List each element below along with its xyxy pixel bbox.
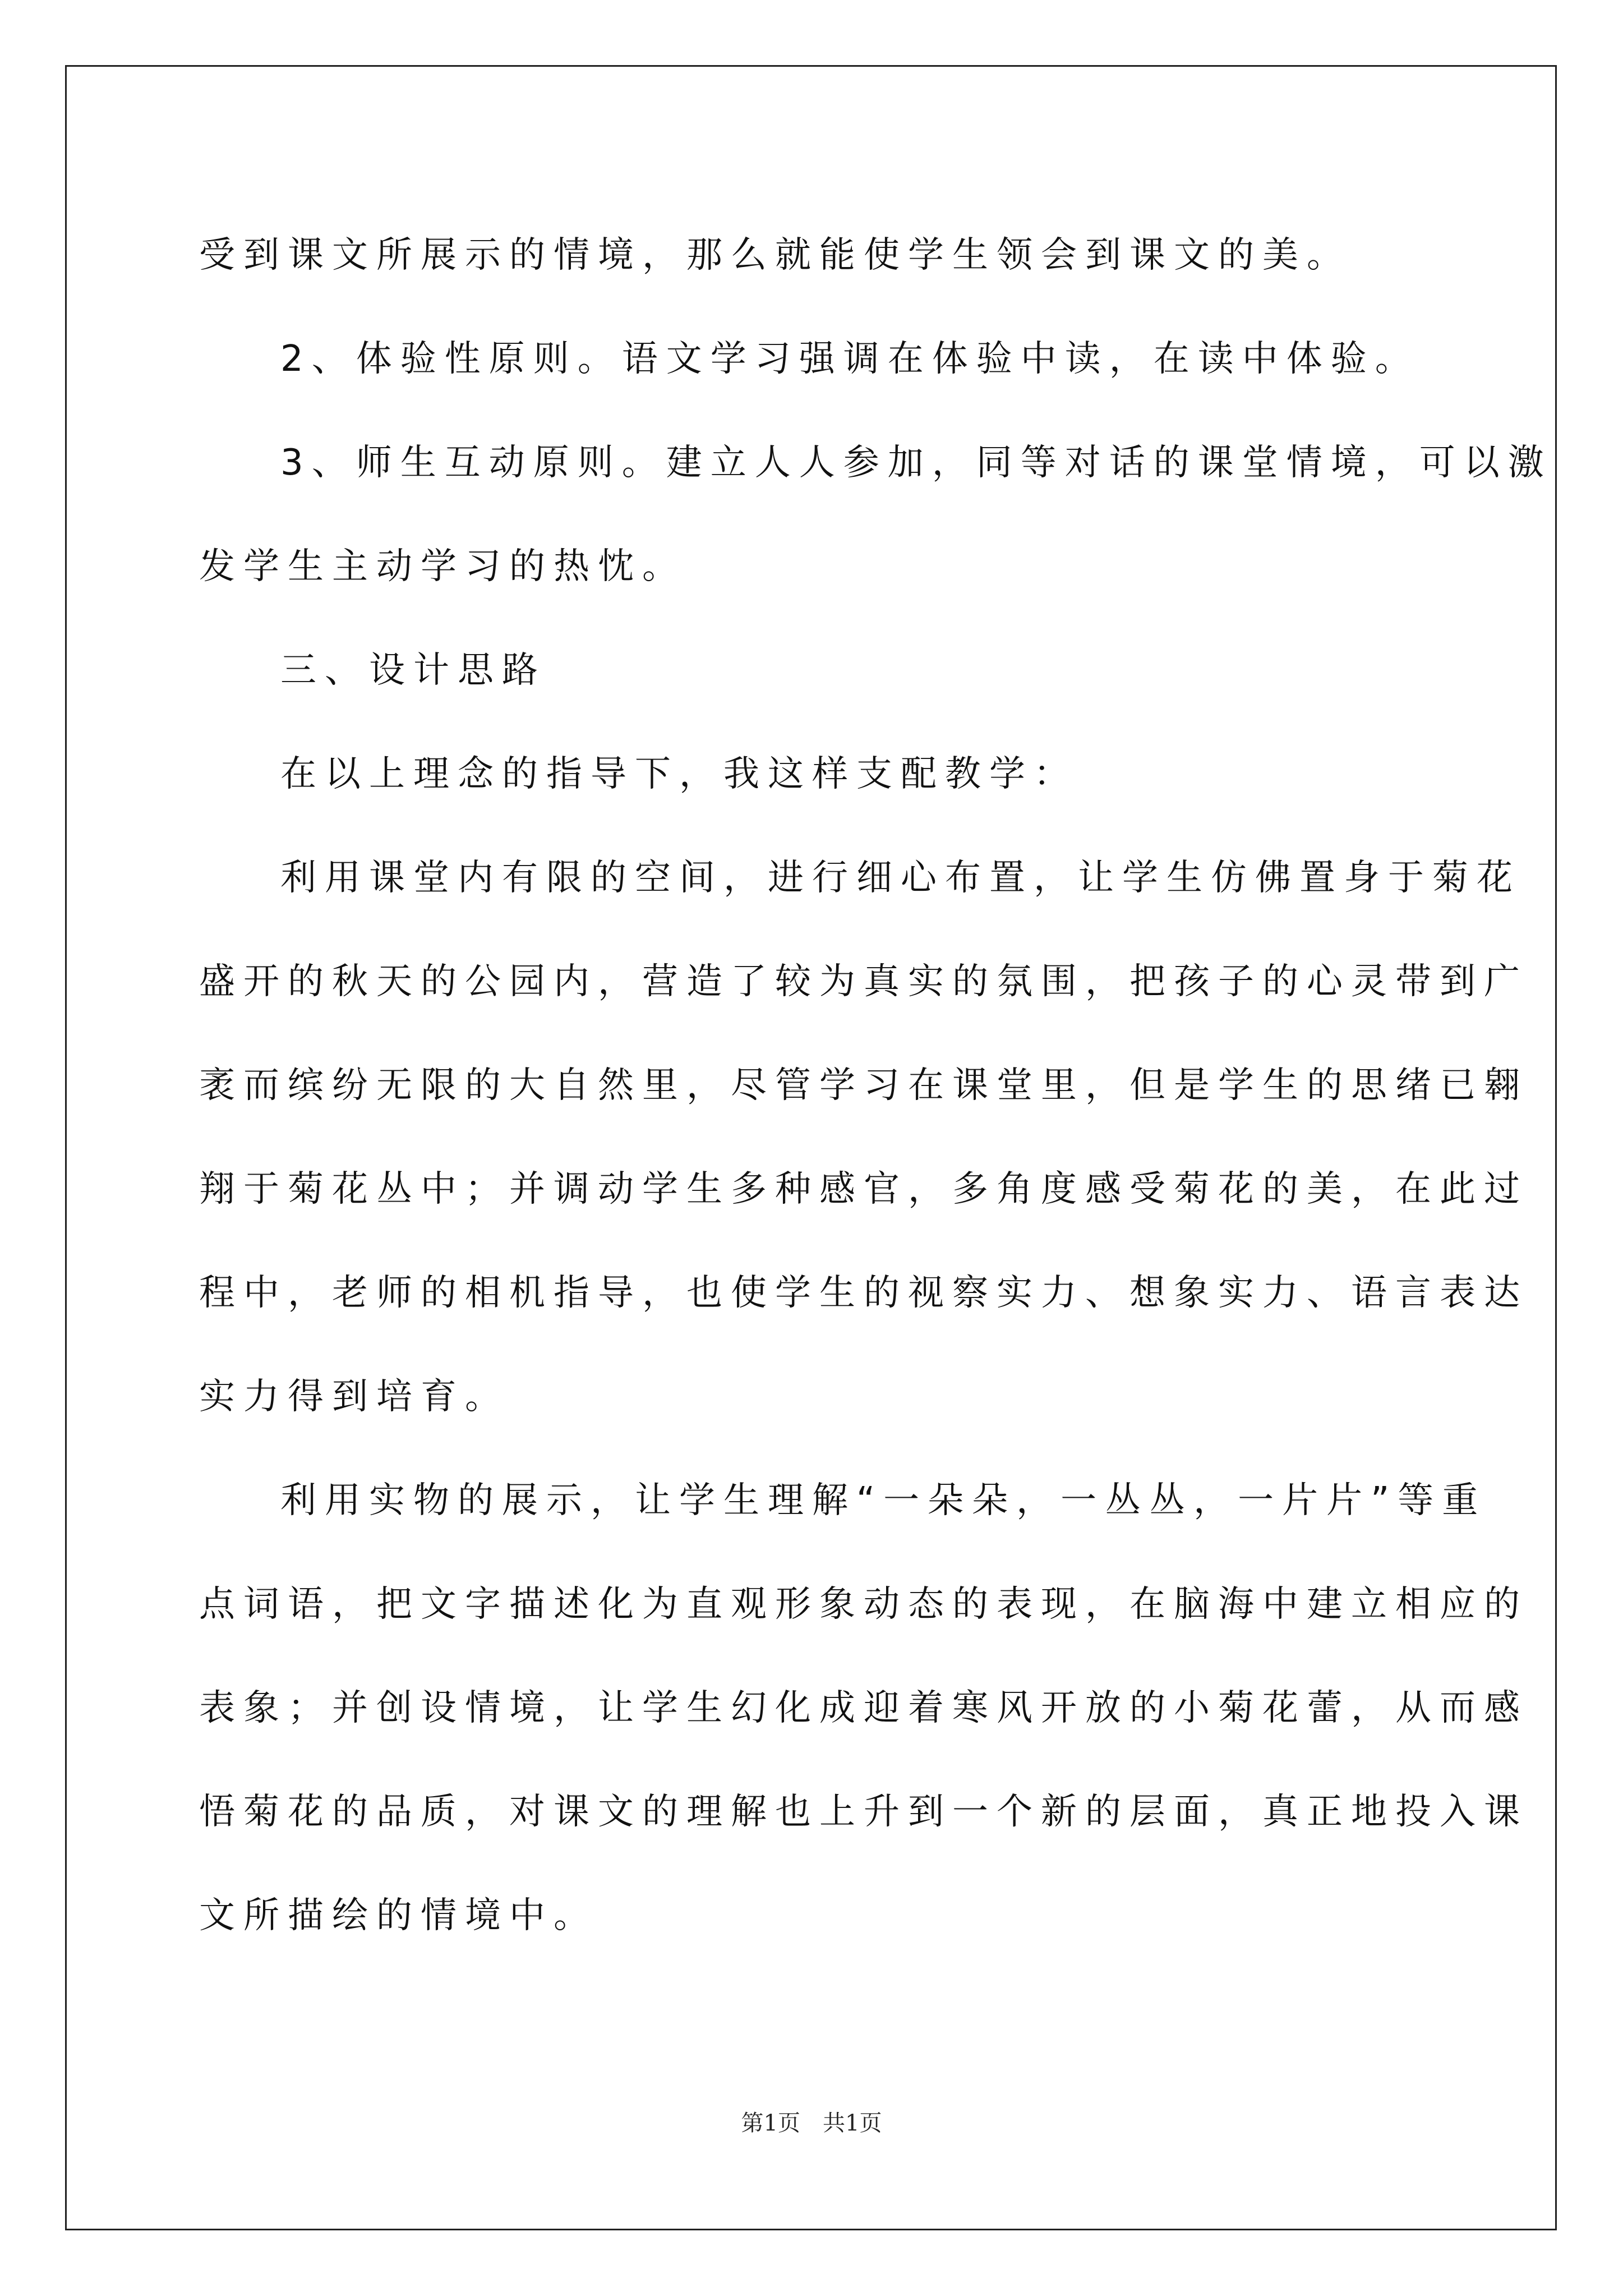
text-line: 3、师生互动原则。建立人人参加，同等对话的课堂情境，可以激: [280, 442, 1552, 484]
text-line: 盛开的秋天的公园内，营造了较为真实的氛围，把孩子的心灵带到广: [199, 961, 1528, 1002]
text-line: 文所描绘的情境中。: [199, 1895, 598, 1936]
text-line: 实力得到培育。: [199, 1376, 509, 1418]
text-line: 利用课堂内有限的空间，进行细心布置，让学生仿佛置身于菊花: [280, 857, 1521, 899]
text-line: 程中，老师的相机指导，也使学生的视察实力、想象实力、语言表达: [199, 1272, 1528, 1314]
text-line: 发学生主动学习的热忱。: [199, 546, 686, 587]
section-heading: 三、设计思路: [280, 650, 546, 691]
text-line: 利用实物的展示，让学生理解“一朵朵，一丛丛，一片片”等重: [280, 1480, 1487, 1521]
text-line: 悟菊花的品质，对课文的理解也上升到一个新的层面，真正地投入课: [199, 1791, 1528, 1833]
text-line: 点词语，把文字描述化为直观形象动态的表现，在脑海中建立相应的: [199, 1584, 1528, 1625]
text-line: 翔于菊花丛中；并调动学生多种感官，多角度感受菊花的美，在此过: [199, 1168, 1528, 1210]
text-line: 在以上理念的指导下，我这样支配教学：: [280, 753, 1078, 795]
text-line: 2、体验性原则。语文学习强调在体验中读，在读中体验。: [280, 338, 1419, 380]
page-footer: [0, 2109, 1623, 2137]
page-total: 共1页: [823, 2110, 882, 2136]
text-line: 表象；并创设情境，让学生幻化成迎着寒风开放的小菊花蕾，从而感: [199, 1687, 1528, 1729]
text-line: 受到课文所展示的情境，那么就能使学生领会到课文的美。: [199, 234, 1351, 276]
page-number: 第1页: [741, 2110, 800, 2136]
text-line: 袤而缤纷无限的大自然里，尽管学习在课堂里，但是学生的思绪已翱: [199, 1065, 1528, 1106]
